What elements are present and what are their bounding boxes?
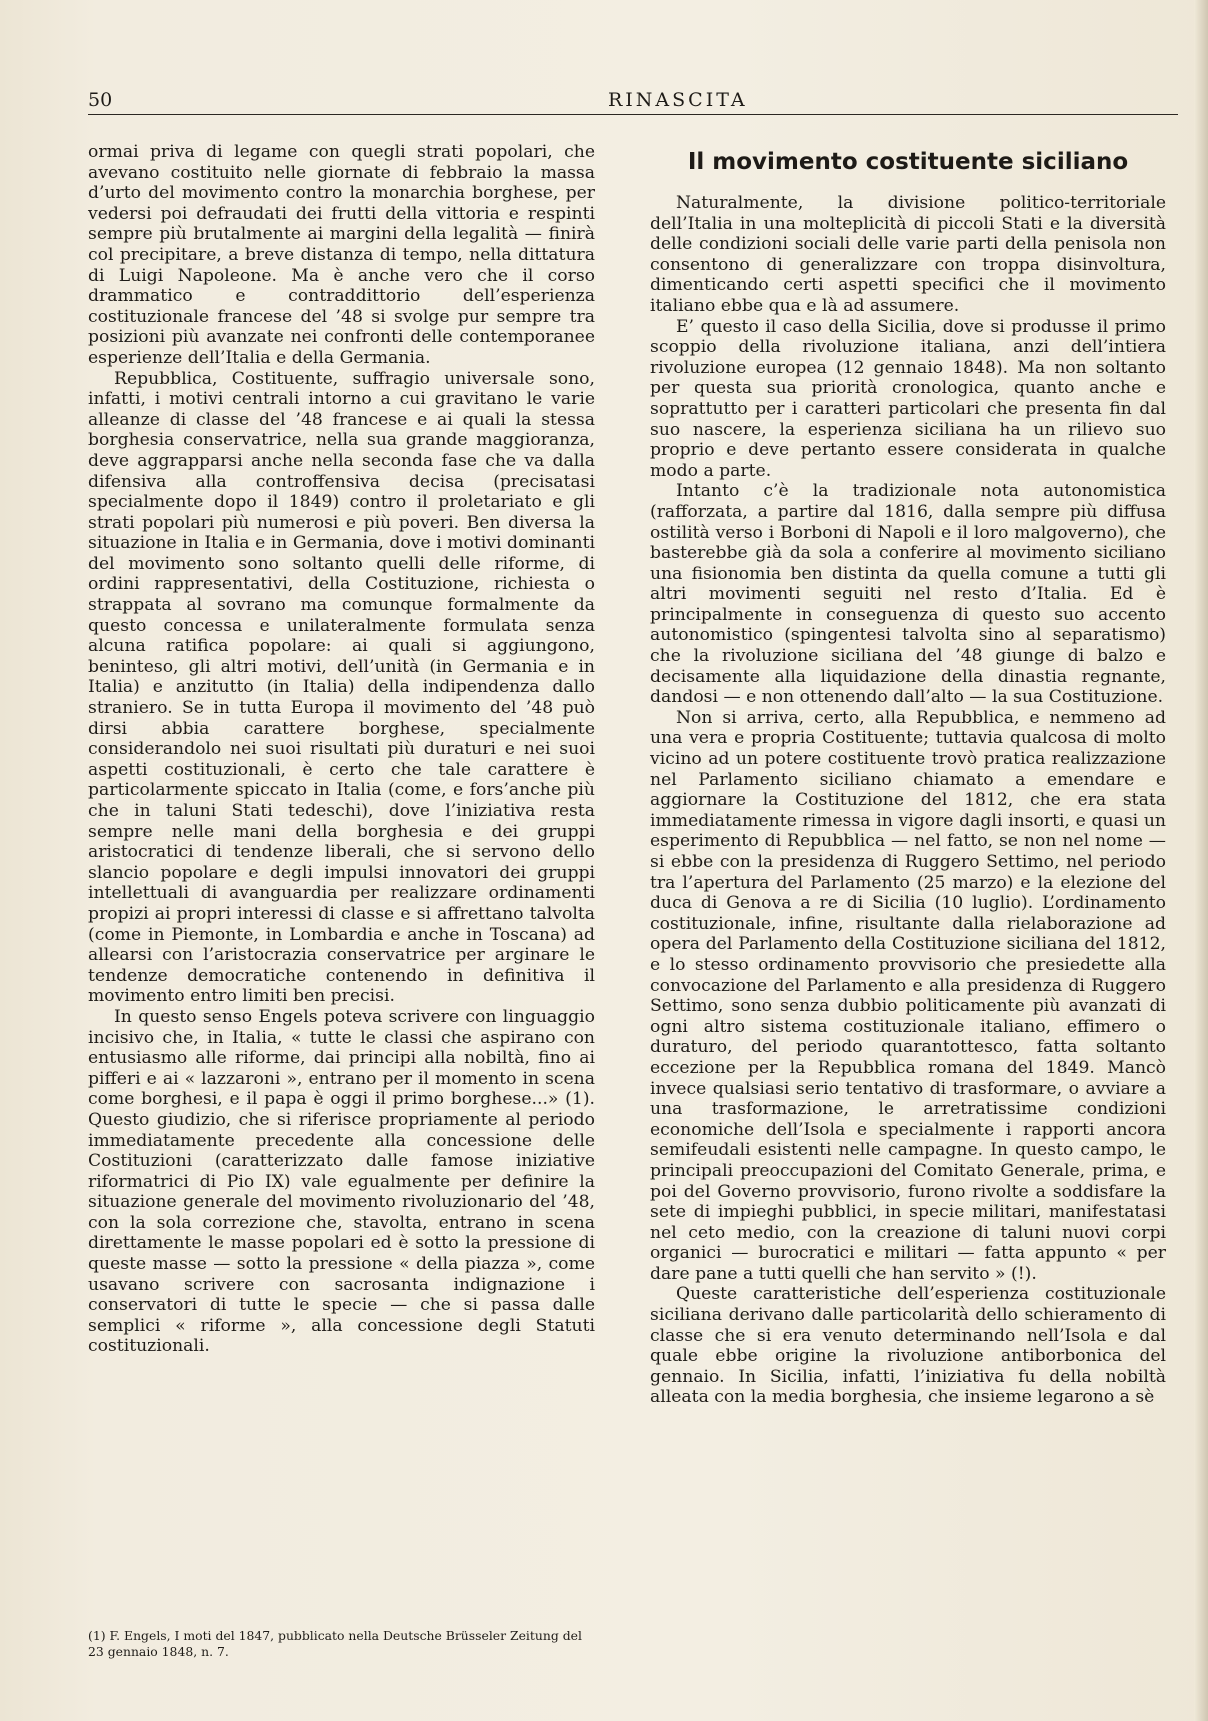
- right-paragraph-4: Non si arriva, certo, alla Repubblica, e nemmeno ad una vera e propria Costituente; tuttavia qualcosa di molto vicino ad un potere costituente trovò pratica realizzazione nel Parlamento siciliano chiamato a emendare e aggiornare la Costituzione del 1812, che era stata immediatamente rimessa in vigore dagli insorti, e quasi un esperimento di Repubblica — nel fatto, se non nel nome — si ebbe con la presidenza di Ruggero Settimo, nel periodo tra l’apertura del Parlamento (25 marzo) e la elezione del duca di Genova a re di Sicilia (10 luglio). L’ordinamento costituzionale, infine, risultante dalla rielaborazione ad opera del Parlamento della Costituzione siciliana del 1812, e lo stesso ordinamento provvisorio che presiedette alla convocazione del Parlamento e alla presidenza di Ruggero Settimo, sono senza dubbio politicamente più avanzati di ogni altro sistema costituzionale italiano, effimero o duraturo, del periodo quarantottesco, fatta soltanto eccezione per la Repubblica romana del 1849. Mancò invece qualsiasi serio tentativo di trasformare, o avviare a una trasformazione, le arretratissime condizioni economiche dell’Isola e specialmente i rapporti ancora semifeudali esistenti nelle campagne. In questo campo, le principali preoccupazioni del Comitato Generale, prima, e poi del Governo provvisorio, furono rivolte a soddisfare la sete di impieghi pubblici, in specie militari, manifestatasi nel ceto medio, con la creazione di taluni nuovi corpi organici — burocratici e militari — fatta appunto « per dare pane a tutti quelli che han servito » (!).: [650, 707, 1166, 1284]
- scan-edge: [1194, 0, 1208, 1721]
- right-paragraph-5: Queste caratteristiche dell’esperienza costituzionale siciliana derivano dalle particolarità dello schieramento di classe che si era venuto determinando nell’Isola e dal quale ebbe origine la rivoluzione antiborbonica del gennaio. In Sicilia, infatti, l’iniziativa fu della nobiltà alleata con la media borghesia, che insieme legarono a sè: [650, 1284, 1166, 1408]
- right-paragraph-1: Naturalmente, la divisione politico-territoriale dell’Italia in una molteplicità di piccoli Stati e la diversità delle condizioni sociali delle varie parti della penisola non consentono di generalizzare con troppa disinvoltura, dimenticando certi aspetti specifici che il movimento italiano ebbe qua e là ad assumere.: [650, 193, 1166, 316]
- right-column: [650, 148, 1166, 1408]
- left-paragraph-3: In questo senso Engels poteva scrivere con linguaggio incisivo che, in Italia, « tutte le classi che aspirano con entusiasmo alle riforme, dai principi alla nobiltà, fino ai pifferi e ai « lazzaroni », entrano per il momento in scena come borghesi, e il papa è oggi il primo borghese...» (1). Questo giudizio, che si riferisce propriamente al periodo immediatamente precedente alla concessione delle Costituzioni (caratterizzato dalle famose iniziative riformatrici di Pio IX) vale egualmente per definire la situazione generale del movimento rivoluzionario del ’48, con la sola correzione che, stavolta, entrano in scena direttamente le masse popolari ed è sotto la pressione di queste masse — sotto la pressione « della piazza », come usavano scrivere con sacrosanta indignazione i conservatori di tutte le specie — che si passa dalle semplici « riforme », alla concessione degli Statuti costituzionali.: [88, 1006, 595, 1357]
- footnote: (1) F. Engels, I moti del 1847, pubblicato nella Deutsche Brüsseler Zeitung del 23 gennaio 1848, n. 7.: [88, 1628, 582, 1659]
- left-paragraph-1: ormai priva di legame con quegli strati popolari, che avevano costituito nelle giornate di febbraio la massa d’urto del movimento contro la monarchia borghese, per vedersi poi defraudati dei frutti della vittoria e respinti sempre più brutalmente ai margini della legalità — finirà col precipitare, a breve distanza di tempo, nella dittatura di Luigi Napoleone. Ma è anche vero che il corso drammatico e contraddittorio dell’esperienza costituzionale francese del ’48 si svolge pur sempre tra posizioni più avanzate nei confronti delle contemporanee esperienze dell’Italia e della Germania.: [88, 142, 595, 368]
- left-paragraph-2: Repubblica, Costituente, suffragio universale sono, infatti, i motivi centrali intorno a cui gravitano le varie alleanze di classe del ’48 francese e ai quali la stessa borghesia conservatrice, nella sua grande maggioranza, deve aggrapparsi anche nella seconda fase che va dalla difensiva alla controffensiva decisa (precisatasi specialmente dopo il 1849) contro il proletariato e gli strati popolari più numerosi e più poveri. Ben diversa la situazione in Italia e in Germania, dove i motivi dominanti del movimento sono soltanto quelli delle riforme, di ordini rappresentativi, della Costituzione, richiesta o strappata al sovrano ma comunque formalmente da questo concessa e unilateralmente formulata senza alcuna ratifica popolare: ai quali si aggiungono, beninteso, gli altri motivi, dell’unità (in Germania e in Italia) e anzitutto (in Italia) della indipendenza dallo straniero. Se in tutta Europa il movimento del ’48 può dirsi abbia carattere borghese, specialmente considerandolo nei suoi risultati più duraturi e nei suoi aspetti costituzionali, è certo che tale carattere è particolarmente spiccato in Italia (come, e fors’anche più che in taluni Stati tedeschi), dove l’iniziativa resta sempre nelle mani della borghesia e dei gruppi aristocratici di tendenze liberali, che si servono dello slancio popolare e degli impulsi innovatori dei gruppi intellettuali di avanguardia per realizzare ordinamenti propizi ai propri interessi di classe e si affrettano talvolta (come in Piemonte, in Lombardia e anche in Toscana) ad allearsi con l’aristocrazia conservatrice per arginare le tendenze democratiche contenendo in definitiva il movimento entro limiti ben precisi.: [88, 368, 595, 1007]
- article-title: Il movimento costituente siciliano: [687, 149, 1129, 175]
- page-header: [88, 86, 1178, 116]
- right-paragraph-2: E’ questo il caso della Sicilia, dove si produsse il primo scoppio della rivoluzione italiana, anzi dell’intiera rivoluzione europea (12 gennaio 1848). Ma non soltanto per questa sua priorità cronologica, quanto anche e soprattutto per i caratteri particolari che presenta fin dal suo nascere, la esperienza siciliana ha un rilievo suo proprio e deve pertanto essere considerata in qualche modo a parte.: [650, 316, 1166, 481]
- right-paragraph-3: Intanto c’è la tradizionale nota autonomistica (rafforzata, a partire dal 1816, dalla sempre più diffusa ostilità verso i Borboni di Napoli e il loro malgoverno), che basterebbe già da sola a conferire al movimento siciliano una fisionomia ben distinta da quella comune a tutti gli altri movimenti seguiti nel resto d’Italia. Ed è principalmente in conseguenza di questo suo accento autonomistico (spingentesi talvolta sino al separatismo) che la rivoluzione siciliana del ’48 giunge di balzo e decisamente alla liquidazione della dinastia regnante, dandosi — e non ottenendo dall’alto — la sua Costituzione.: [650, 481, 1166, 708]
- page-number: 50: [88, 89, 113, 111]
- running-title: RINASCITA: [608, 89, 748, 111]
- left-column: [88, 142, 595, 1357]
- header-rule: [88, 114, 1178, 115]
